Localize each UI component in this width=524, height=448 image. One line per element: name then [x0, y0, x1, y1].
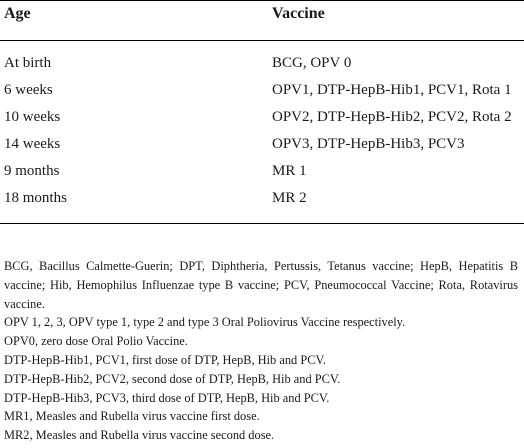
table-header-row	[0, 2, 524, 26]
vaccine-cell: MR 1	[272, 163, 307, 179]
table-row	[0, 159, 524, 183]
table-footnotes	[4, 257, 518, 445]
header-age: Age	[4, 5, 31, 22]
table-row	[0, 51, 524, 75]
age-cell: 6 weeks	[4, 82, 53, 98]
table-header-rule	[0, 40, 524, 41]
table-row	[0, 132, 524, 156]
footnote-mr2: MR2, Measles and Rubella virus vaccine second dose.	[4, 428, 275, 443]
table-bottom-rule	[0, 223, 524, 224]
footnote-opv: OPV 1, 2, 3, OPV type 1, type 2 and type 3 Oral Poliovirus Vaccine respectively.	[4, 315, 406, 330]
age-cell: At birth	[4, 55, 52, 71]
vaccine-cell: OPV3, DTP-HepB-Hib3, PCV3	[272, 136, 465, 152]
age-cell: 18 months	[4, 190, 67, 206]
age-cell: 10 weeks	[4, 109, 61, 125]
footnote-dose1: DTP-HepB-Hib1, PCV1, first dose of DTP, HepB, Hib and PCV.	[4, 352, 326, 367]
footnote-abbreviations: BCG, Bacillus Calmette-Guerin; DPT, Diphtheria, Pertussis, Tetanus vaccine; HepB, Hepatitis B vaccine; Hib, Hemophilus Influenzae type B vaccine; PCV, Pneumococcal Vaccine; Rota, Rotavirus vaccine.	[4, 259, 518, 311]
vaccine-cell: BCG, OPV 0	[272, 55, 352, 71]
table-top-rule	[0, 0, 524, 1]
footnote-dose3: DTP-HepB-Hib3, PCV3, third dose of DTP, HepB, Hib and PCV.	[4, 390, 330, 405]
footnote-mr1: MR1, Measles and Rubella virus vaccine first dose.	[4, 409, 260, 424]
vaccine-cell: OPV1, DTP-HepB-Hib1, PCV1, Rota 1	[272, 82, 512, 98]
header-vaccine: Vaccine	[272, 5, 325, 22]
table-row	[0, 186, 524, 210]
age-cell: 14 weeks	[4, 136, 61, 152]
vaccine-cell: OPV2, DTP-HepB-Hib2, PCV2, Rota 2	[272, 109, 512, 125]
footnote-dose2: DTP-HepB-Hib2, PCV2, second dose of DTP, HepB, Hib and PCV.	[4, 371, 341, 386]
footnote-opv0: OPV0, zero dose Oral Polio Vaccine.	[4, 334, 188, 349]
table-row	[0, 78, 524, 102]
age-cell: 9 months	[4, 163, 60, 179]
vaccine-cell: MR 2	[272, 190, 307, 206]
table-row	[0, 105, 524, 129]
